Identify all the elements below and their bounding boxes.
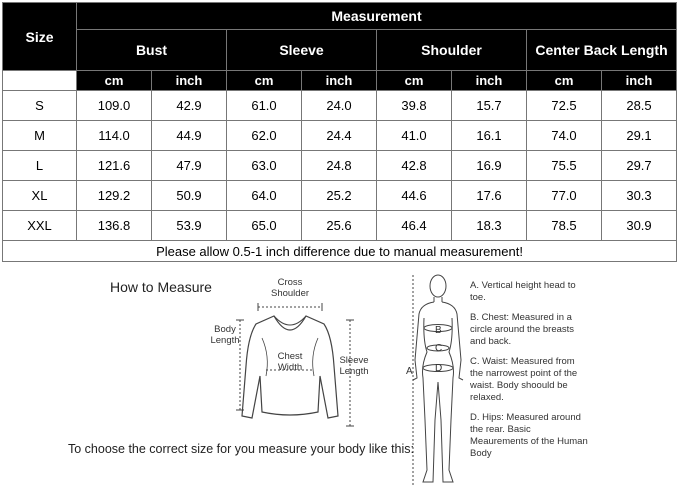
value-cell: 61.0 [227,91,302,121]
value-cell: 50.9 [152,181,227,211]
unit-header: cm [377,71,452,91]
body-label-b: B [435,325,442,336]
group-header-sleeve: Sleeve [227,30,377,71]
table-row [3,151,677,181]
unit-header: cm [227,71,302,91]
note-a: A. Vertical height head to toe. [470,280,576,303]
note-c: C. Waist: Measured from the narrowest point of the waist. Body shoould be relaxed. [470,356,578,403]
value-cell: 29.1 [602,121,677,151]
value-cell: 25.2 [302,181,377,211]
value-cell: 64.0 [227,181,302,211]
cross-shoulder-label: Cross Shoulder [270,277,310,299]
table-row [3,181,677,211]
size-cell: L [3,151,77,181]
table-header [3,3,677,91]
size-cell: XL [3,181,77,211]
value-cell: 15.7 [452,91,527,121]
value-cell: 44.9 [152,121,227,151]
table-row [3,211,677,241]
how-to-measure-section [0,262,679,493]
table-row [3,91,677,121]
size-header: Size [3,3,77,71]
table-note: Please allow 0.5-1 inch difference due to manual measurement! [3,241,677,262]
unit-header: cm [527,71,602,91]
value-cell: 109.0 [77,91,152,121]
value-cell: 24.4 [302,121,377,151]
size-chart-table [2,2,677,262]
value-cell: 42.8 [377,151,452,181]
body-label-c: C [435,343,443,354]
value-cell: 25.6 [302,211,377,241]
value-cell: 63.0 [227,151,302,181]
value-cell: 72.5 [527,91,602,121]
value-cell: 30.9 [602,211,677,241]
table-row [3,121,677,151]
note-d: D. Hips: Measured around the rear. Basic Meaurements of the Human Body [470,412,588,459]
chest-width-label: Chest Width [277,351,303,373]
value-cell: 47.9 [152,151,227,181]
group-header-bust: Bust [77,30,227,71]
size-cell: M [3,121,77,151]
value-cell: 75.5 [527,151,602,181]
value-cell: 16.1 [452,121,527,151]
value-cell: 24.8 [302,151,377,181]
group-header-shoulder: Shoulder [377,30,527,71]
value-cell: 46.4 [377,211,452,241]
sleeve-length-label: Sleeve Length [339,355,369,377]
value-cell: 16.9 [452,151,527,181]
body-label-d: D [435,363,443,374]
body-label-a: A [406,366,413,377]
unit-header: inch [452,71,527,91]
value-cell: 62.0 [227,121,302,151]
value-cell: 41.0 [377,121,452,151]
value-cell: 18.3 [452,211,527,241]
size-cell: XXL [3,211,77,241]
value-cell: 53.9 [152,211,227,241]
size-cell: S [3,91,77,121]
group-header-center-back-length: Center Back Length [527,30,677,71]
unit-header: inch [602,71,677,91]
unit-header-blank [3,71,77,91]
value-cell: 74.0 [527,121,602,151]
unit-header: cm [77,71,152,91]
how-to-measure-title: How to Measure [110,279,212,295]
value-cell: 30.3 [602,181,677,211]
value-cell: 24.0 [302,91,377,121]
value-cell: 28.5 [602,91,677,121]
value-cell: 17.6 [452,181,527,211]
value-cell: 114.0 [77,121,152,151]
body-length-label: Body Length [210,324,240,346]
value-cell: 42.9 [152,91,227,121]
value-cell: 77.0 [527,181,602,211]
value-cell: 78.5 [527,211,602,241]
measurement-notes [470,280,590,468]
value-cell: 129.2 [77,181,152,211]
value-cell: 65.0 [227,211,302,241]
body-diagram [405,270,475,492]
note-b: B. Chest: Measured in a circle around the breasts and back. [470,312,575,347]
value-cell: 44.6 [377,181,452,211]
choose-size-text: To choose the correct size for you measure your body like this: [68,442,414,456]
value-cell: 29.7 [602,151,677,181]
unit-header: inch [152,71,227,91]
unit-header: inch [302,71,377,91]
value-cell: 136.8 [77,211,152,241]
value-cell: 39.8 [377,91,452,121]
table-body [3,91,677,262]
value-cell: 121.6 [77,151,152,181]
measurement-header: Measurement [77,3,677,30]
